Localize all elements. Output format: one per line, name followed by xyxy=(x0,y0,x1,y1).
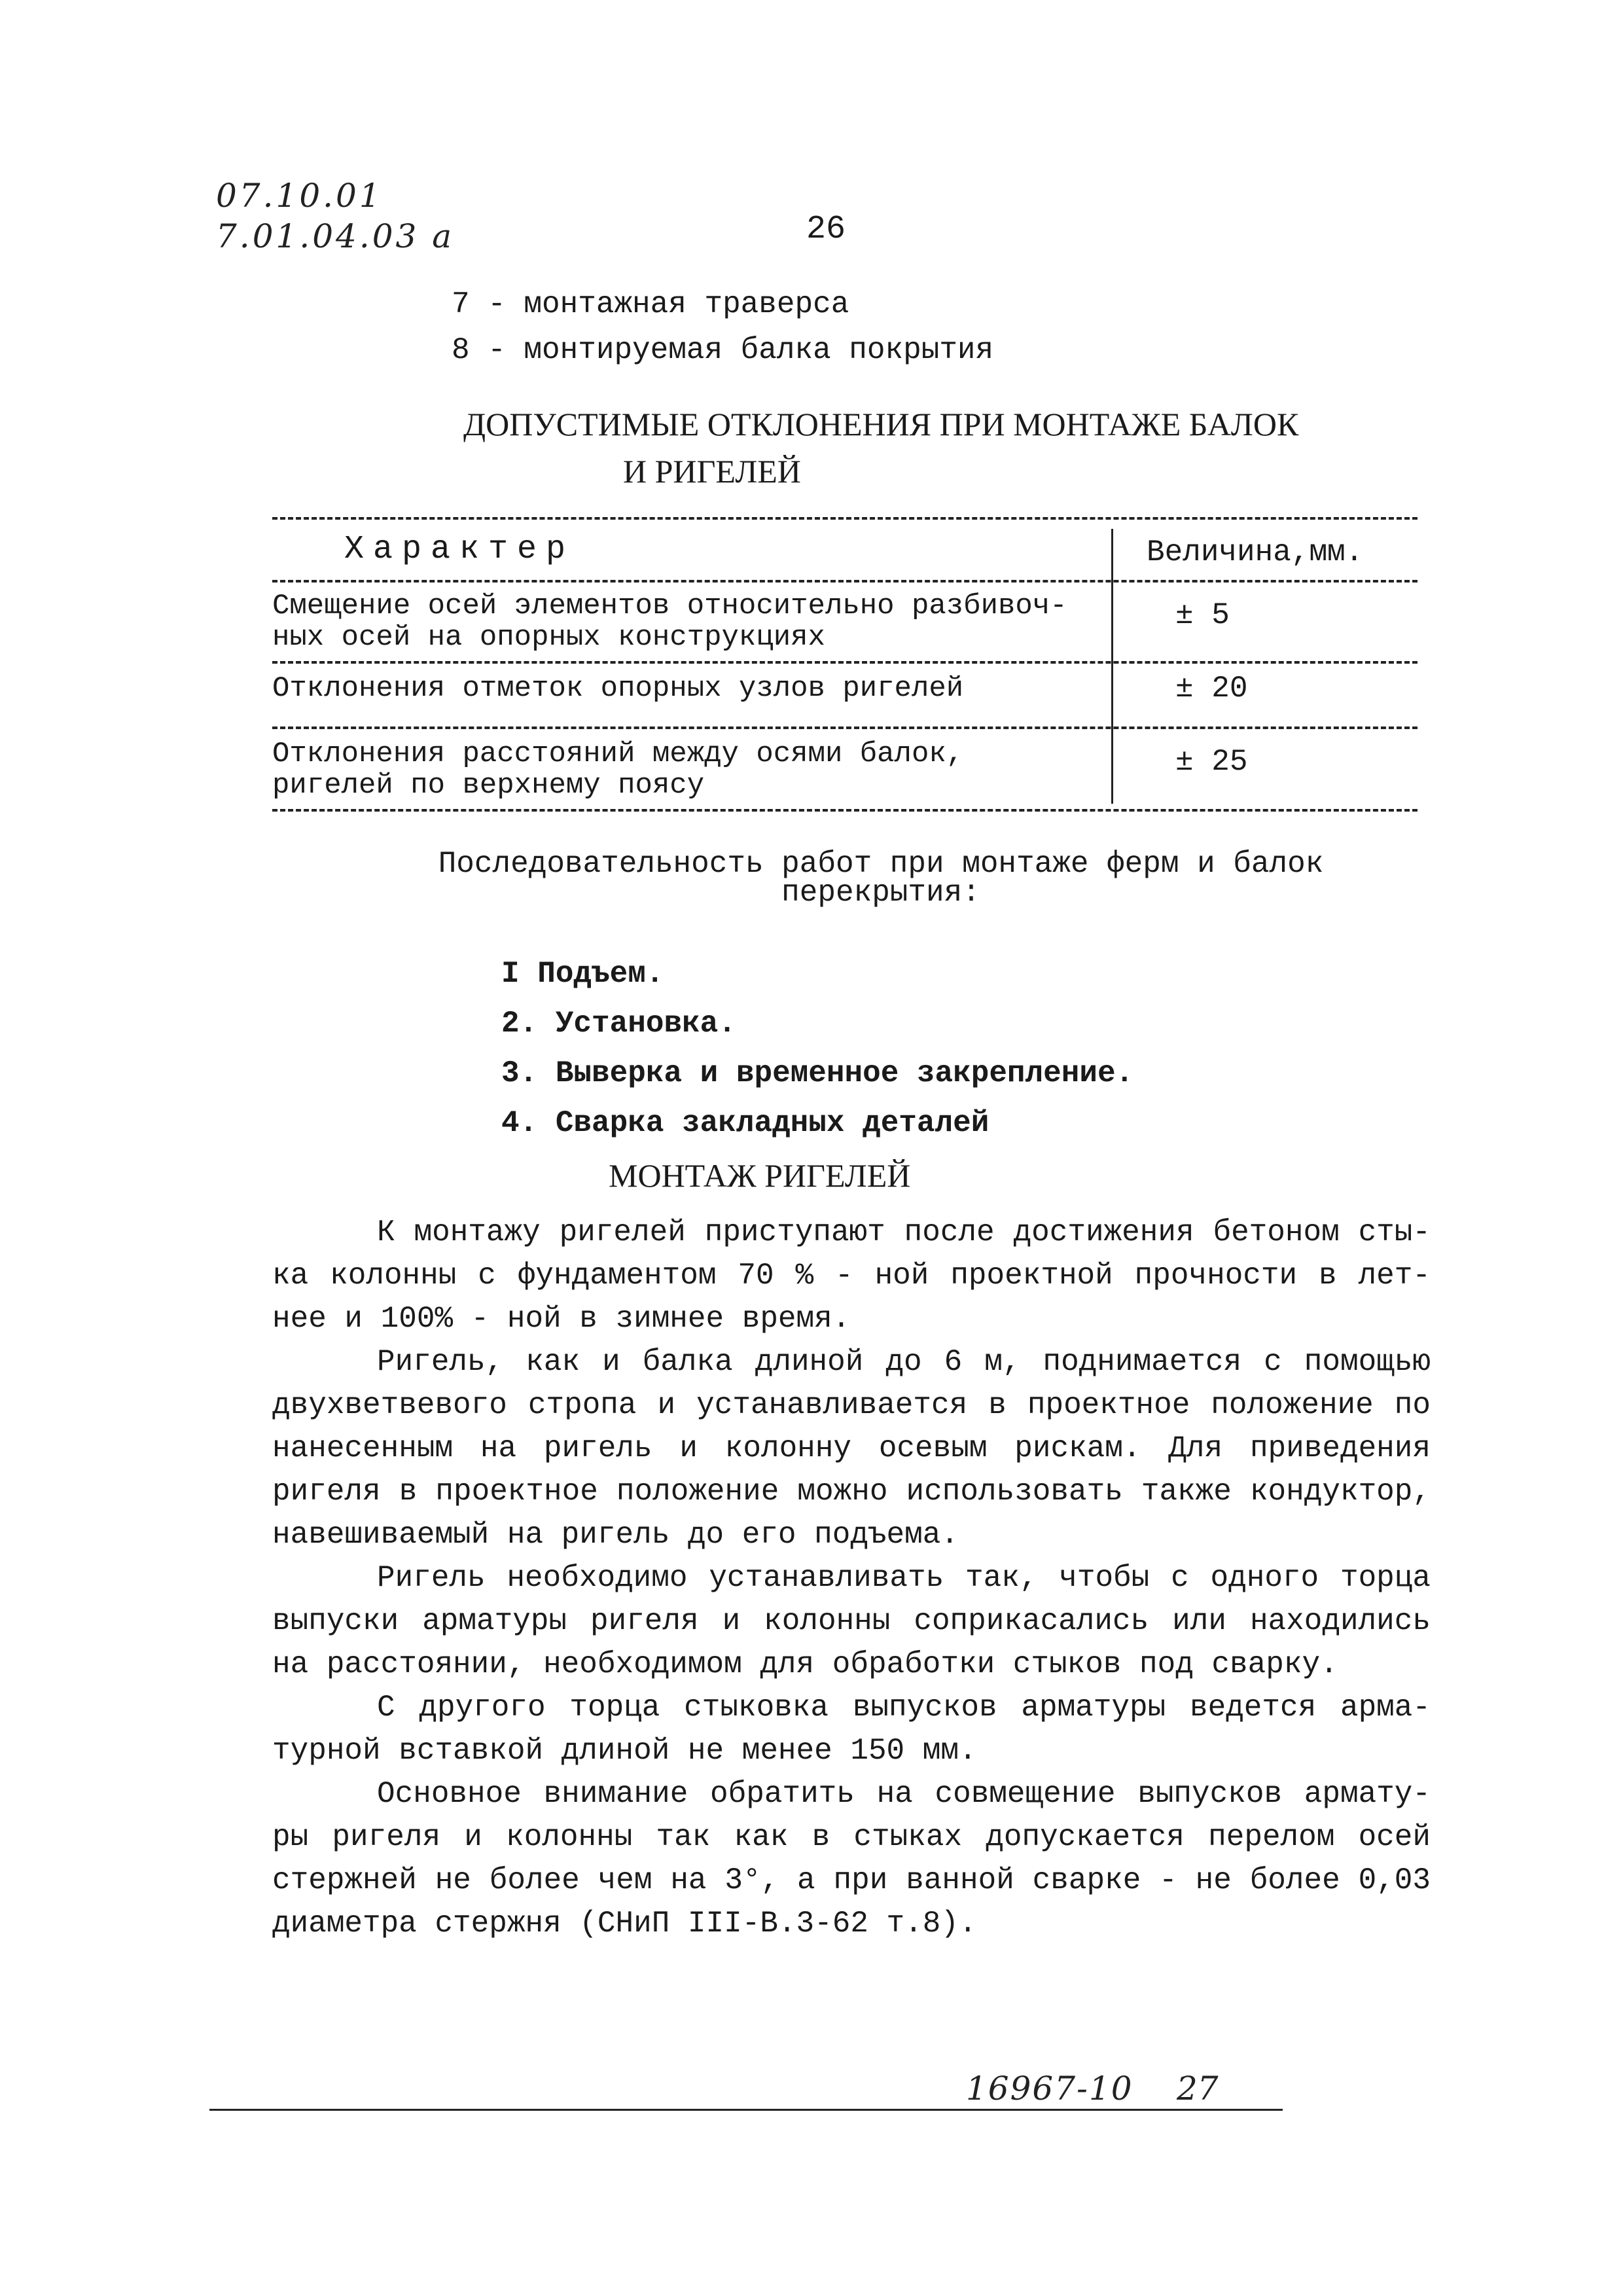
legend-item: 7 - монтажная траверса xyxy=(452,287,849,321)
table-rule xyxy=(272,580,1418,583)
sequence-title xyxy=(436,847,1326,910)
table-cell-line: Отклонения отметок опорных узлов ригелей xyxy=(272,672,964,705)
section-title-crossbar-installation: МОНТАЖ РИГЕЛЕЙ xyxy=(609,1157,911,1194)
table-row-1-description xyxy=(272,590,1067,653)
table-column-divider xyxy=(1111,529,1113,804)
document-code-line1: 07.10.01 xyxy=(216,177,383,215)
paragraph: К монтажу ригелей приступают после достижения бетоном сты-ка колонны с фундаментом 70 % - ной проектной прочности в лет-нее и 100% - ной в зимнее время. xyxy=(272,1215,1431,1336)
paragraph: Основное внимание обратить на совмещение выпусков армату-ры ригеля и колонны так как в стыках допускается перелом осей стержней не более чем на 3°, а при ванной сварке - не более 0,03 диаметра стержня (СНиП III-В.3-62 т.8). xyxy=(272,1777,1431,1941)
table-row-3-value: ± 25 xyxy=(1175,745,1248,779)
document-code-line2: 7.01.04.03 a xyxy=(216,217,455,255)
table-row-2-description xyxy=(272,673,963,704)
figure-legend xyxy=(452,281,993,373)
footer-sheet-number: 27 xyxy=(1177,2070,1219,2108)
table-header-character: Характер xyxy=(344,531,575,568)
section-title-line2: И РИГЕЛЕЙ xyxy=(623,453,801,490)
table-row-1-value: ± 5 xyxy=(1175,598,1230,632)
page-number: 26 xyxy=(806,211,846,248)
table-rule xyxy=(272,661,1418,664)
table-cell-line: ных осей на опорных конструкциях xyxy=(272,621,825,654)
table-rule xyxy=(272,809,1418,812)
sequence-step: 2. Установка. xyxy=(501,1007,736,1041)
table-row-3-description xyxy=(272,738,963,801)
table-rule xyxy=(272,517,1418,520)
paragraph: Ригель, как и балка длиной до 6 м, поднимается с помощью двухветвевого стропа и устанавливается в проектное положение по нанесенным на ригель и колонну осевым рискам. Для приведения ригеля в проектное положение можно использовать также кондуктор, навешиваемый на ригель до его подъема. xyxy=(272,1345,1431,1552)
footer-stamp: 16967-10 xyxy=(966,2070,1133,2108)
table-rule xyxy=(272,726,1418,729)
sequence-steps xyxy=(501,949,1133,1148)
paragraph: Ригель необходимо устанавливать так, чтобы с одного торца выпуски арматуры ригеля и колонны соприкасались или находились на расстоянии, необходимом для обработки стыков под сварку. xyxy=(272,1561,1431,1681)
footer-rule xyxy=(209,2109,1283,2111)
table-row-2-value: ± 20 xyxy=(1175,672,1248,706)
paragraph: С другого торца стыковка выпусков арматуры ведется арма-турной вставкой длиной не менее 150 мм. xyxy=(272,1691,1431,1768)
table-header-value: Величина,мм. xyxy=(1147,535,1364,569)
sequence-step: 3. Выверка и временное закрепление. xyxy=(501,1056,1134,1090)
sequence-title-line2: перекрытия: xyxy=(781,876,980,910)
body-text xyxy=(272,1211,1431,1945)
sequence-title-line1: Последовательность работ при монтаже ферм и балок xyxy=(438,847,1324,881)
document-code xyxy=(216,175,454,257)
table-cell-line: ригелей по верхнему поясу xyxy=(272,769,705,802)
sequence-step: 4. Сварка закладных деталей xyxy=(501,1106,990,1140)
table-cell-line: Смещение осей элементов относительно разбивоч- xyxy=(272,590,1067,622)
section-title-tolerances xyxy=(463,401,1298,495)
sequence-step: I Подъем. xyxy=(501,957,664,991)
section-title-line1: ДОПУСТИМЫЕ ОТКЛОНЕНИЯ ПРИ МОНТАЖЕ БАЛОК xyxy=(463,406,1299,442)
tolerances-table xyxy=(272,517,1418,818)
table-cell-line: Отклонения расстояний между осями балок, xyxy=(272,738,964,770)
legend-item: 8 - монтируемая балка покрытия xyxy=(452,333,994,367)
